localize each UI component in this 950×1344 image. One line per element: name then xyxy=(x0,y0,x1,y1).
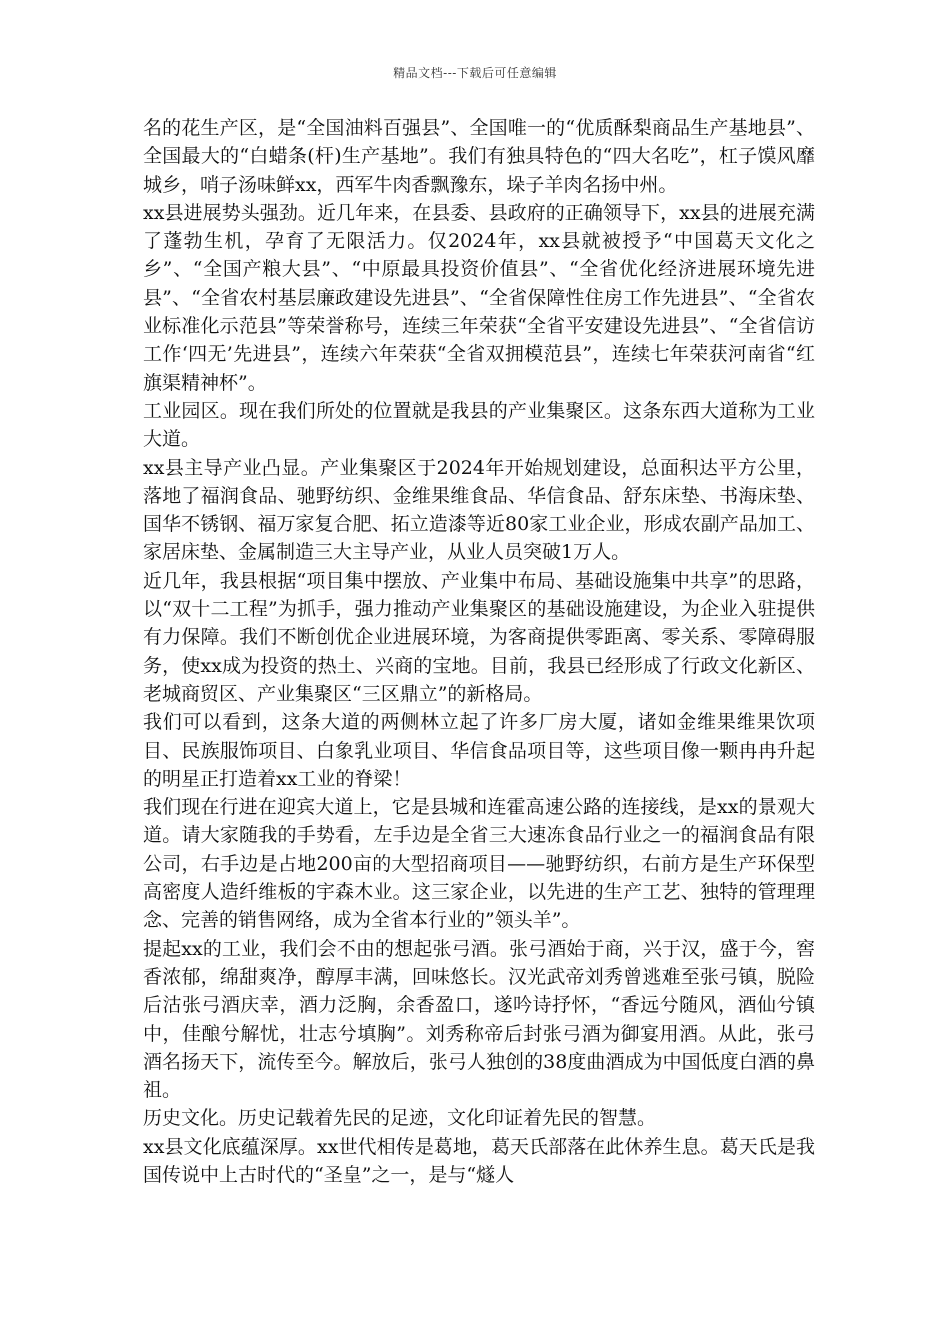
paragraph: 我们可以看到，这条大道的两侧林立起了许多厂房大厦，诸如金维果维果饮项目、民族服饰项目、白象乳业项目、华信食品项目等，这些项目像一颗冉冉升起的明星正打造着xx工业的脊梁！ xyxy=(143,711,815,790)
paragraph: 工业园区。现在我们所处的位置就是我县的产业集聚区。这条东西大道称为工业大道。 xyxy=(143,399,815,451)
paragraph: 历史文化。历史记载着先民的足迹，文化印证着先民的智慧。 xyxy=(143,1107,657,1130)
paragraph: 提起xx的工业，我们会不由的想起张弓酒。张弓酒始于商，兴于汉，盛于今，窖香浓郁，绵甜爽净，醇厚丰满，回味悠长。汉光武帝刘秀曾逃难至张弓镇，脱险后沽张弓酒庆幸，酒力泛胸，余香盈口，遂吟诗抒怀，“香远兮随风，酒仙兮镇中，佳酿兮解忧，壮志兮填胸”。刘秀称帝后封张弓酒为御宴用酒。从此，张弓酒名扬天下，流传至今。解放后，张弓人独创的38度曲酒成为中国低度白酒的鼻祖。 xyxy=(143,937,815,1102)
paragraph: 近几年，我县根据“项目集中摆放、产业集中布局、基础设施集中共享”的思路，以“双十二工程”为抓手，强力推动产业集聚区的基础设施建设，为企业入驻提供有力保障。我们不断创优企业进展环境，为客商提供零距离、零关系、零障碍服务，使xx成为投资的热土、兴商的宝地。目前，我县已经形成了行政文化新区、老城商贸区、产业集聚区“三区鼎立”的新格局。 xyxy=(143,569,815,705)
document-body xyxy=(143,114,815,1189)
paragraph: xx县进展势头强劲。近几年来，在县委、县政府的正确领导下，xx县的进展充满了蓬勃生机，孕育了无限活力。仅2024年，xx县就被授予“中国葛天文化之乡”、“全国产粮大县”、“中原最具投资价值县”、“全省优化经济进展环境先进县”、“全省农村基层廉政建设先进县”、“全省保障性住房工作先进县”、“全省农业标准化示范县”等荣誉称号，连续三年荣获“全省平安建设先进县”、“全省信访工作‘四无’先进县”，连续六年荣获“全省双拥模范县”，连续七年荣获河南省“红旗渠精神杯”。 xyxy=(143,201,815,394)
paragraph: xx县主导产业凸显。产业集聚区于2024年开始规划建设，总面积达平方公里，落地了福润食品、驰野纺织、金维果维食品、华信食品、舒东床垫、书海床垫、国华不锈钢、福万家复合肥、拓立造漆等近80家工业企业，形成农副产品加工、家居床垫、金属制造三大主导产业，从业人员突破1万人。 xyxy=(143,456,815,564)
paragraph: 名的花生产区，是“全国油料百强县”、全国唯一的“优质酥梨商品生产基地县”、全国最大的“白蜡条(杆)生产基地”。我们有独具特色的“四大名吃”，杠子馍风靡城乡，哨子汤味鲜xx，西军牛肉香飘豫东，垛子羊肉名扬中州。 xyxy=(143,117,815,196)
page-header: 精品文档---下载后可任意编辑 xyxy=(393,66,557,80)
paragraph: 我们现在行进在迎宾大道上，它是县城和连霍高速公路的连接线，是xx的景观大道。请大家随我的手势看，左手边是全省三大速冻食品行业之一的福润食品有限公司，右手边是占地200亩的大型招商项目——驰野纺织，右前方是生产环保型高密度人造纤维板的宇森木业。这三家企业，以先进的生产工艺、独特的管理理念、完善的销售网络，成为全省本行业的”领头羊”。 xyxy=(143,796,815,932)
paragraph: xx县文化底蕴深厚。xx世代相传是葛地，葛天氏部落在此休养生息。葛天氏是我国传说中上古时代的“圣皇”之一，是与“燧人 xyxy=(143,1135,815,1186)
